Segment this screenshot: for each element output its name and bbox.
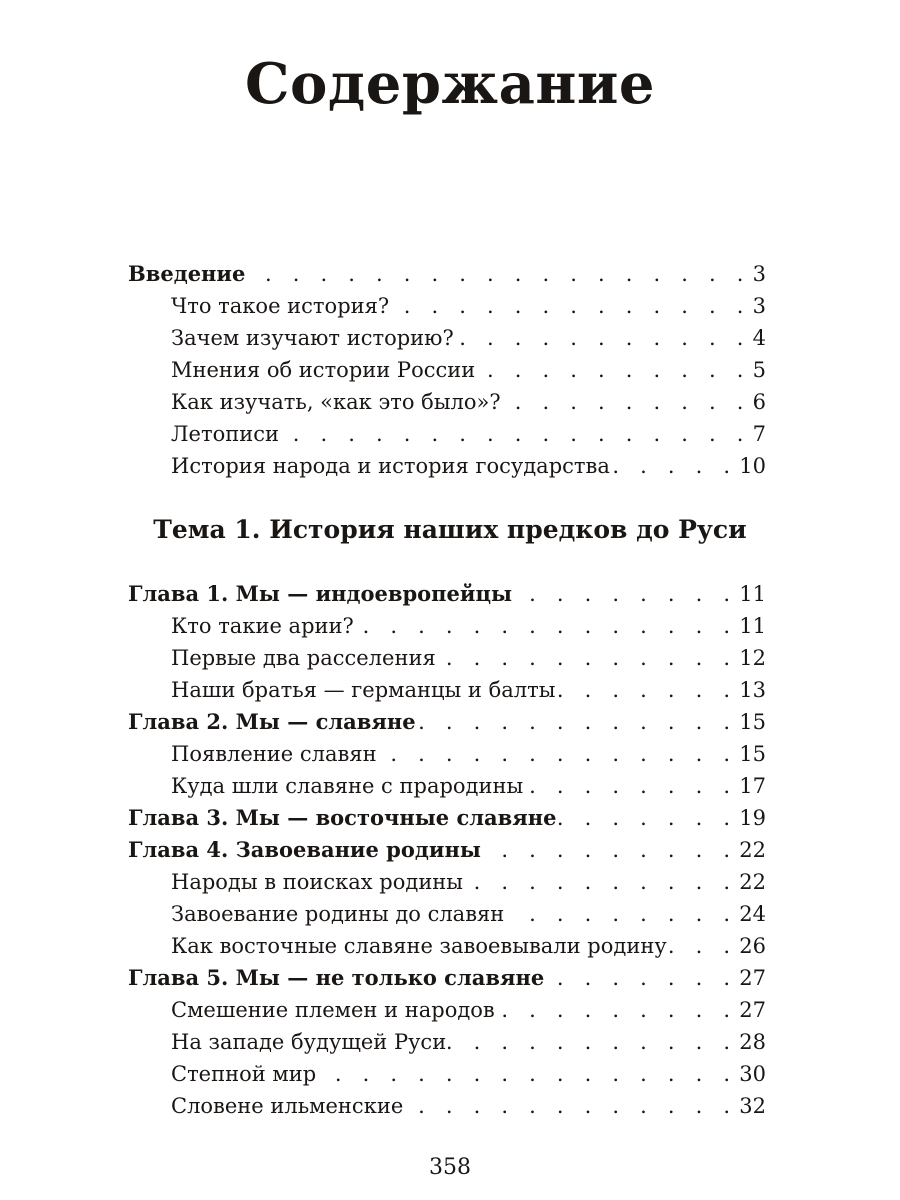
toc-chapter-entry — [128, 834, 766, 866]
toc-dot-leader — [503, 386, 751, 418]
toc-chapter-entry — [128, 258, 766, 290]
toc-dot-leader — [483, 834, 737, 866]
toc-entry-page-number: 11 — [739, 614, 766, 638]
toc-dot-leader — [405, 1090, 737, 1122]
toc-entry-title: Глава 5. Мы — не только славяне — [128, 965, 545, 990]
toc-entry-page-number: 32 — [739, 1094, 766, 1118]
toc-entry-title: Что такое история? — [171, 294, 390, 318]
toc-entry-page-number: 17 — [739, 774, 766, 798]
toc-chapter-entry — [128, 578, 766, 610]
toc-dot-leader — [379, 738, 738, 770]
toc-dot-leader — [391, 290, 750, 322]
toc-dot-leader — [456, 322, 751, 354]
toc-dot-leader — [612, 450, 737, 482]
toc-entry-page-number: 24 — [739, 902, 766, 926]
toc-entry-title: Введение — [128, 261, 246, 286]
toc-entry-title: Как восточные славяне завоевывали родину — [171, 934, 667, 958]
toc-dot-leader — [418, 706, 738, 738]
toc-entry-page-number: 26 — [739, 934, 766, 958]
toc-subsection-entry — [128, 898, 766, 930]
toc-dot-leader — [247, 258, 750, 290]
toc-entry-page-number: 28 — [739, 1030, 766, 1054]
toc-entry-title: Завоевание родины до славян — [171, 902, 505, 926]
toc-entry-page-number: 5 — [752, 358, 766, 382]
toc-entry-title: Зачем изучают историю? — [171, 326, 454, 350]
page-title: Содержание — [244, 51, 655, 117]
toc-entry-title: Глава 3. Мы — восточные славяне — [128, 805, 557, 830]
toc-entry-title: Степной мир — [171, 1062, 317, 1086]
toc-dot-leader — [438, 642, 738, 674]
toc-dot-leader — [497, 994, 738, 1026]
toc-entry-title: Мнения об истории России — [171, 358, 476, 382]
toc-subsection-entry — [128, 610, 766, 642]
toc-entry-title: Наши братья — германцы и балты — [171, 678, 556, 702]
toc-dot-leader — [525, 770, 737, 802]
toc-entry-title: Кто такие арии? — [171, 614, 354, 638]
toc-dot-leader — [318, 1058, 737, 1090]
toc-subsection-entry — [128, 354, 766, 386]
toc-entry-title: Появление славян — [171, 742, 377, 766]
toc-subsection-entry — [128, 738, 766, 770]
toc-entry-page-number: 12 — [739, 646, 766, 670]
toc-chapter-entry — [128, 962, 766, 994]
toc-entry-page-number: 3 — [752, 262, 766, 286]
toc-entry-title: Как изучать, «как это было»? — [171, 390, 501, 414]
toc-entry-title: Смешение племен и народов — [171, 998, 495, 1022]
toc-entry-title: Глава 4. Завоевание родины — [128, 837, 481, 862]
toc-subsection-entry — [128, 290, 766, 322]
toc-entry-page-number: 6 — [752, 390, 766, 414]
toc-dot-leader — [546, 962, 737, 994]
toc-entry-page-number: 27 — [739, 966, 766, 990]
toc-entry-page-number: 13 — [739, 678, 766, 702]
toc-entry-page-number: 22 — [739, 838, 766, 862]
toc-subsection-entry — [128, 1090, 766, 1122]
page-number: 358 — [429, 1155, 471, 1180]
toc-subsection-entry — [128, 450, 766, 482]
toc-entry-page-number: 27 — [739, 998, 766, 1022]
toc-subsection-entry — [128, 866, 766, 898]
toc-entry-page-number: 19 — [739, 806, 766, 830]
toc-entry-title: На западе будущей Руси — [171, 1030, 447, 1054]
toc-entry-page-number: 15 — [739, 710, 766, 734]
toc-dot-leader — [557, 674, 737, 706]
toc-subsection-entry — [128, 770, 766, 802]
toc-dot-leader — [281, 418, 751, 450]
toc-subsection-entry — [128, 674, 766, 706]
toc-dot-leader — [514, 578, 737, 610]
toc-entry-title: Глава 2. Мы — славяне — [128, 709, 416, 734]
toc-dot-leader — [465, 866, 737, 898]
toc-entry-page-number: 22 — [739, 870, 766, 894]
toc-subsection-entry — [128, 322, 766, 354]
toc-chapter-entry — [128, 706, 766, 738]
toc-entry-page-number: 15 — [739, 742, 766, 766]
toc-subsection-entry — [128, 930, 766, 962]
toc-dot-leader — [558, 802, 737, 834]
toc-subsection-entry — [128, 1026, 766, 1058]
toc-entry-title: Куда шли славяне с прародины — [171, 774, 524, 798]
toc-intro-list — [128, 258, 766, 482]
toc-entry-page-number: 7 — [752, 422, 766, 446]
toc-entry-title: Летописи — [171, 422, 279, 446]
toc-entry-page-number: 10 — [739, 454, 766, 478]
toc-subsection-entry — [128, 994, 766, 1026]
toc-dot-leader — [669, 930, 738, 962]
toc-dot-leader — [356, 610, 738, 642]
toc-entry-title: История народа и история государства — [171, 454, 610, 478]
toc-dot-leader — [477, 354, 750, 386]
toc-entry-title: Глава 1. Мы — индоевропейцы — [128, 581, 513, 606]
toc-subsection-entry — [128, 386, 766, 418]
toc-chapter-entry — [128, 802, 766, 834]
toc-entry-title: Первые два расселения — [171, 646, 436, 670]
toc-dot-leader — [448, 1026, 737, 1058]
toc-entry-title: Народы в поисках родины — [171, 870, 464, 894]
toc-subsection-entry — [128, 1058, 766, 1090]
toc-entry-page-number: 4 — [752, 326, 766, 350]
toc-subsection-entry — [128, 418, 766, 450]
toc-dot-leader — [506, 898, 737, 930]
toc-entry-title: Словене ильменские — [171, 1094, 404, 1118]
toc-entry-page-number: 30 — [739, 1062, 766, 1086]
toc-subsection-entry — [128, 642, 766, 674]
toc-entry-page-number: 3 — [752, 294, 766, 318]
toc-entry-page-number: 11 — [739, 582, 766, 606]
toc-main-list — [128, 578, 766, 1122]
section-heading: Тема 1. История наших предков до Руси — [153, 515, 747, 544]
